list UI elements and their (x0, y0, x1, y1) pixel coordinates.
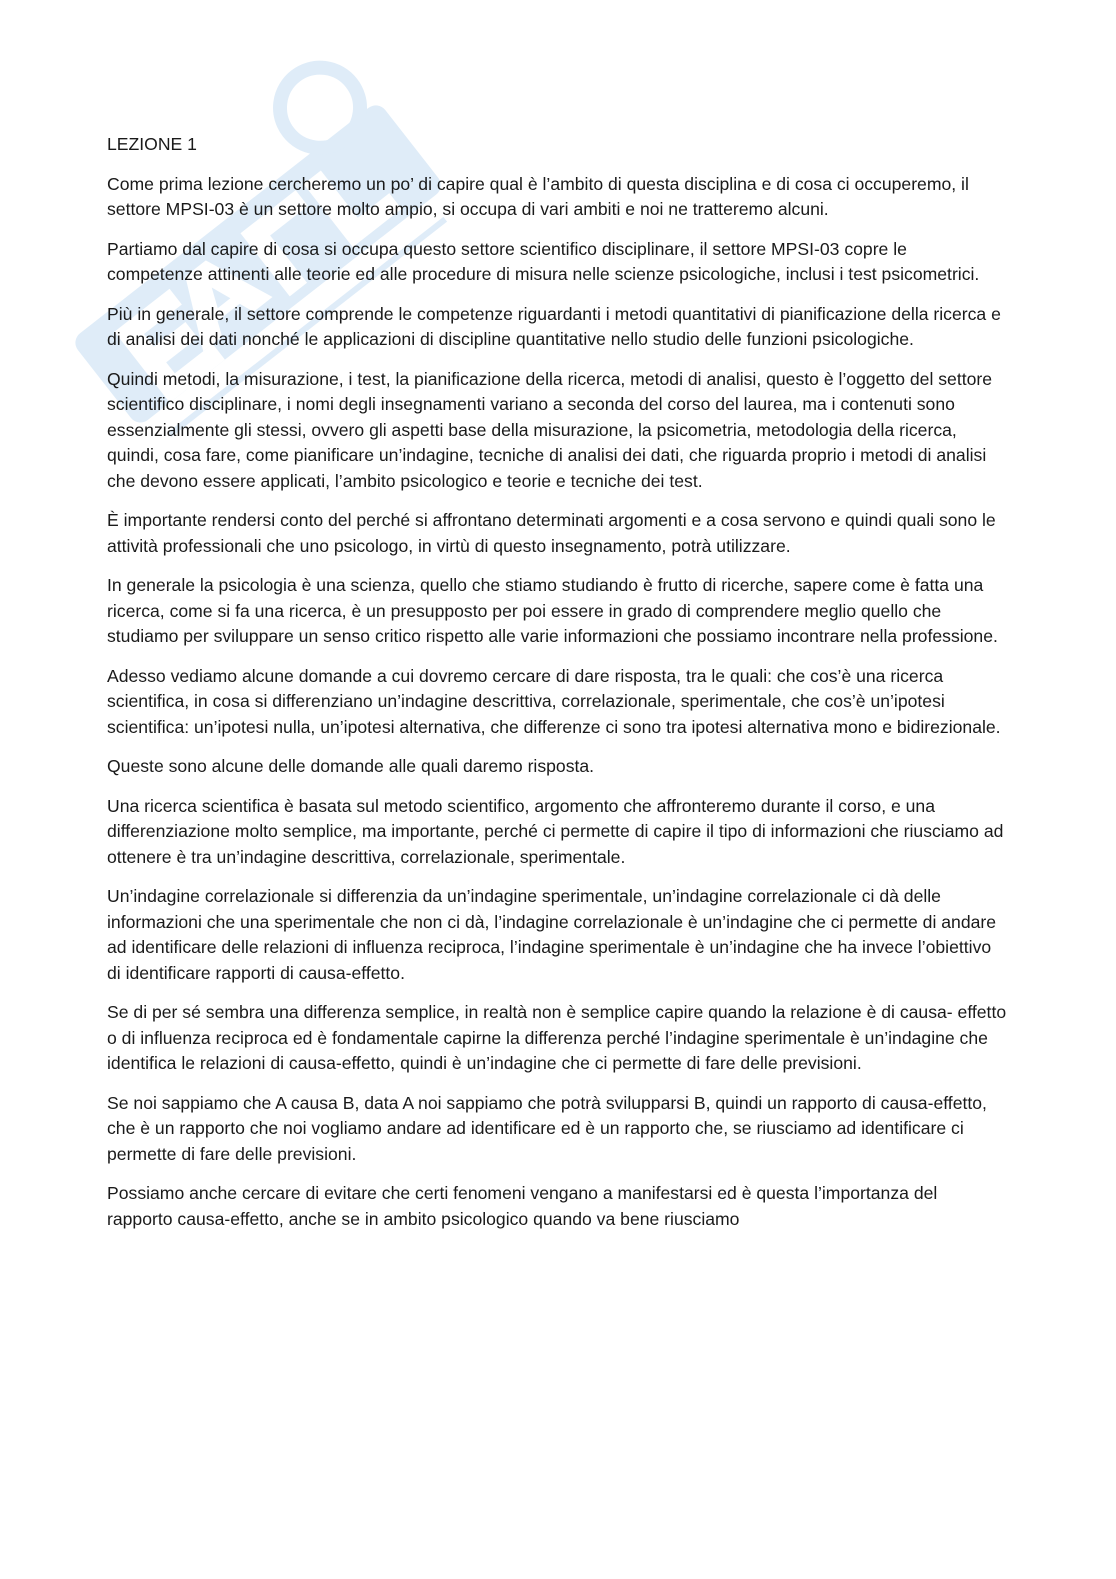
paragraph: Se di per sé sembra una differenza semplice, in realtà non è semplice capire quando la relazione è di causa- effetto o di influenza reciproca ed è fondamentale capirne la differenza perché l’indagine sperimentale è un’indagine che identifica le relazioni di causa-effetto, quindi è un’indagine che ci permette di fare delle previsioni. (107, 1002, 1007, 1073)
paragraph: Una ricerca scientifica è basata sul metodo scientifico, argomento che affronteremo durante il corso, e una differenziazione molto semplice, ma importante, perché ci permette di capire il tipo di informazioni che riusciamo ad ottenere è tra un’indagine descrittiva, correlazionale, sperimentale. (107, 795, 1004, 867)
paragraph: In generale la psicologia è una scienza, quello che stiamo studiando è frutto di ricerche, sapere come è fatta una ricerca, come si fa una ricerca, è un presupposto per poi essere in grado di comprendere meglio quello che studiamo per sviluppare un senso critico rispetto alle varie informazioni che possiamo incontrare nella professione. (107, 575, 998, 646)
paragraph: Adesso vediamo alcune domande a cui dovremo cercare di dare risposta, tra le quali: che cos’è una ricerca scientifica, in cosa si differenziano un’indagine descrittiva, correlazionale, sperimentale, che cos’è un’ipotesi scientifica: un’ipotesi nulla, un’ipotesi alternativa, che differenze ci sono tra ipotesi alternativa mono e bidirezionale. (107, 665, 1001, 737)
paragraph: Quindi metodi, la misurazione, i test, la pianificazione della ricerca, metodi di analisi, questo è l’oggetto del settore scientifico disciplinare, i nomi degli insegnamenti variano a seconda del corso del laurea, ma i contenuti sono essenzialmente gli stessi, ovvero gli aspetti base della misurazione, la psicometria, metodologia della ricerca, quindi, cosa fare, come pianificare un’indagine, tecniche di analisi dei dati, che riguarda proprio i metodi di analisi che devono essere applicati, l’ambito psicologico e teorie e tecniche dei test. (107, 368, 993, 491)
paragraph: È importante rendersi conto del perché si affrontano determinati argomenti e a cosa servono e quindi quali sono le attività professionali che uno psicologo, in virtù di questo insegnamento, potrà utilizzare. (107, 510, 996, 556)
paragraph: Queste sono alcune delle domande alle quali daremo risposta. (107, 756, 595, 776)
paragraph: Possiamo anche cercare di evitare che certi fenomeni vengano a manifestarsi ed è questa l’importanza del rapporto causa-effetto, anche se in ambito psicologico quando va bene riusciamo (107, 1183, 938, 1229)
paragraph: Più in generale, il settore comprende le competenze riguardanti i metodi quantitativi di pianificazione della ricerca e di analisi dei dati nonché le applicazioni di discipline quantitative nello studio delle funzioni psicologiche. (107, 303, 1001, 349)
paragraph: Partiamo dal capire di cosa si occupa questo settore scientifico disciplinare, il settore MPSI-03 copre le competenze attinenti alle teorie ed alle procedure di misura nelle scienze psicologiche, inclusi i test psicometrici. (107, 238, 980, 284)
document-body (107, 132, 1007, 1246)
paragraph: Se noi sappiamo che A causa B, data A noi sappiamo che potrà svilupparsi B, quindi un rapporto di causa-effetto, che è un rapporto che noi vogliamo andare ad identificare ed è un rapporto che, se riusciamo ad identificare ci permette di fare delle previsioni. (107, 1092, 987, 1164)
paragraph: Come prima lezione cercheremo un po’ di capire qual è l’ambito di questa disciplina e di cosa ci occuperemo, il settore MPSI-03 è un settore molto ampio, si occupa di vari ambiti e noi ne tratteremo alcuni. (107, 173, 969, 219)
lesson-heading: LEZIONE 1 (107, 134, 197, 154)
paragraph: Un’indagine correlazionale si differenzia da un’indagine sperimentale, un’indagine correlazionale ci dà delle informazioni che una sperimentale che non ci dà, l’indagine correlazionale è un’indagine che ci permette di andare ad identificare delle relazioni di influenza reciproca, l’indagine sperimentale è un’indagine che ha invece l’obiettivo di identificare rapporti di causa-effetto. (107, 886, 997, 983)
